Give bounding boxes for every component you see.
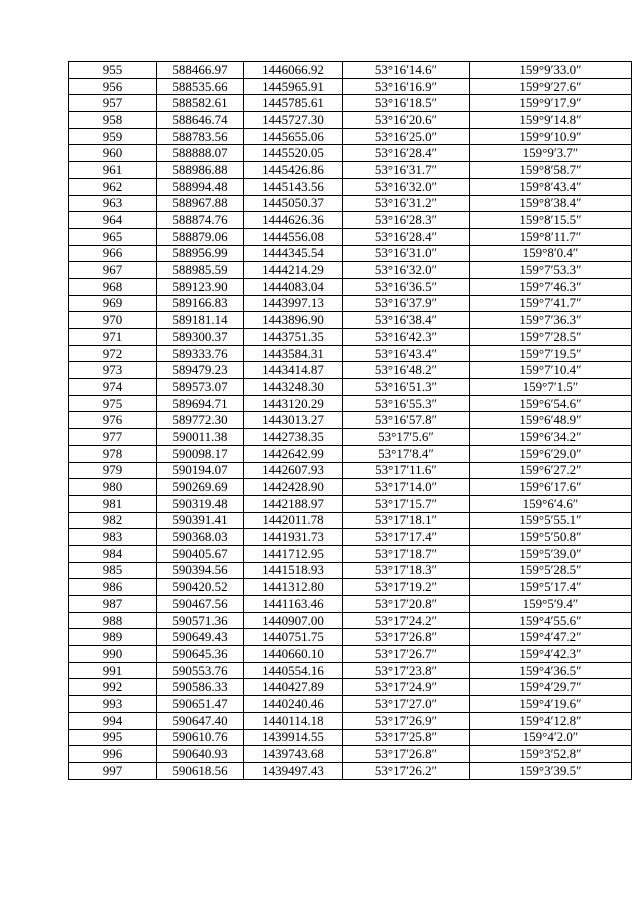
point-number-cell: 968	[69, 278, 157, 295]
table-row	[69, 412, 632, 429]
table-row	[69, 479, 632, 496]
northing-y-cell: 1445143.56	[244, 178, 343, 195]
point-number-cell: 981	[69, 495, 157, 512]
latitude-cell: 53°17′20.8″	[343, 596, 470, 613]
longitude-cell: 159°7′46.3″	[470, 278, 632, 295]
point-number-cell: 965	[69, 228, 157, 245]
point-number-cell: 988	[69, 612, 157, 629]
point-number-cell: 986	[69, 579, 157, 596]
easting-x-cell: 589166.83	[157, 295, 244, 312]
longitude-cell: 159°4′29.7″	[470, 679, 632, 696]
latitude-cell: 53°16′43.4″	[343, 345, 470, 362]
northing-y-cell: 1445965.91	[244, 78, 343, 95]
northing-y-cell: 1443751.35	[244, 329, 343, 346]
table-row	[69, 295, 632, 312]
longitude-cell: 159°9′17.9″	[470, 95, 632, 112]
northing-y-cell: 1440554.16	[244, 662, 343, 679]
northing-y-cell: 1441312.80	[244, 579, 343, 596]
northing-y-cell: 1441712.95	[244, 545, 343, 562]
northing-y-cell: 1442738.35	[244, 429, 343, 446]
latitude-cell: 53°16′31.7″	[343, 162, 470, 179]
point-number-cell: 996	[69, 746, 157, 763]
easting-x-cell: 589479.23	[157, 362, 244, 379]
latitude-cell: 53°16′28.4″	[343, 145, 470, 162]
longitude-cell: 159°5′39.0″	[470, 545, 632, 562]
point-number-cell: 960	[69, 145, 157, 162]
table-row	[69, 679, 632, 696]
easting-x-cell: 590651.47	[157, 696, 244, 713]
easting-x-cell: 589300.37	[157, 329, 244, 346]
longitude-cell: 159°9′33.0″	[470, 62, 632, 79]
northing-y-cell: 1445050.37	[244, 195, 343, 212]
easting-x-cell: 588783.56	[157, 128, 244, 145]
latitude-cell: 53°16′25.0″	[343, 128, 470, 145]
table-row	[69, 312, 632, 329]
northing-y-cell: 1441163.46	[244, 596, 343, 613]
point-number-cell: 964	[69, 212, 157, 229]
longitude-cell: 159°6′4.6″	[470, 495, 632, 512]
easting-x-cell: 588874.76	[157, 212, 244, 229]
table-row	[69, 178, 632, 195]
easting-x-cell: 590553.76	[157, 662, 244, 679]
table-row	[69, 228, 632, 245]
northing-y-cell: 1440240.46	[244, 696, 343, 713]
northing-y-cell: 1443997.13	[244, 295, 343, 312]
latitude-cell: 53°17′5.6″	[343, 429, 470, 446]
point-number-cell: 984	[69, 545, 157, 562]
table-row	[69, 78, 632, 95]
table-row	[69, 562, 632, 579]
coordinates-table	[68, 61, 632, 780]
point-number-cell: 978	[69, 445, 157, 462]
latitude-cell: 53°16′51.3″	[343, 379, 470, 396]
longitude-cell: 159°8′0.4″	[470, 245, 632, 262]
latitude-cell: 53°16′28.3″	[343, 212, 470, 229]
latitude-cell: 53°17′26.7″	[343, 646, 470, 663]
point-number-cell: 969	[69, 295, 157, 312]
point-number-cell: 956	[69, 78, 157, 95]
point-number-cell: 973	[69, 362, 157, 379]
table-row	[69, 762, 632, 779]
point-number-cell: 955	[69, 62, 157, 79]
table-row	[69, 429, 632, 446]
table-row	[69, 495, 632, 512]
latitude-cell: 53°17′26.8″	[343, 629, 470, 646]
northing-y-cell: 1443248.30	[244, 379, 343, 396]
longitude-cell: 159°6′17.6″	[470, 479, 632, 496]
easting-x-cell: 590586.33	[157, 679, 244, 696]
table-row	[69, 579, 632, 596]
latitude-cell: 53°16′42.3″	[343, 329, 470, 346]
point-number-cell: 979	[69, 462, 157, 479]
easting-x-cell: 589333.76	[157, 345, 244, 362]
latitude-cell: 53°17′11.6″	[343, 462, 470, 479]
easting-x-cell: 590391.41	[157, 512, 244, 529]
latitude-cell: 53°16′38.4″	[343, 312, 470, 329]
easting-x-cell: 590618.56	[157, 762, 244, 779]
latitude-cell: 53°17′19.2″	[343, 579, 470, 596]
northing-y-cell: 1443013.27	[244, 412, 343, 429]
northing-y-cell: 1442642.99	[244, 445, 343, 462]
easting-x-cell: 588535.66	[157, 78, 244, 95]
longitude-cell: 159°5′55.1″	[470, 512, 632, 529]
point-number-cell: 963	[69, 195, 157, 212]
easting-x-cell: 590368.03	[157, 529, 244, 546]
latitude-cell: 53°17′26.2″	[343, 762, 470, 779]
latitude-cell: 53°17′24.2″	[343, 612, 470, 629]
easting-x-cell: 590645.36	[157, 646, 244, 663]
longitude-cell: 159°6′48.9″	[470, 412, 632, 429]
table-row	[69, 662, 632, 679]
northing-y-cell: 1442607.93	[244, 462, 343, 479]
latitude-cell: 53°17′15.7″	[343, 495, 470, 512]
easting-x-cell: 590405.67	[157, 545, 244, 562]
easting-x-cell: 589694.71	[157, 395, 244, 412]
latitude-cell: 53°16′31.2″	[343, 195, 470, 212]
table-row	[69, 278, 632, 295]
easting-x-cell: 590640.93	[157, 746, 244, 763]
table-row	[69, 395, 632, 412]
easting-x-cell: 588466.97	[157, 62, 244, 79]
easting-x-cell: 588646.74	[157, 112, 244, 129]
longitude-cell: 159°7′19.5″	[470, 345, 632, 362]
easting-x-cell: 590571.36	[157, 612, 244, 629]
longitude-cell: 159°9′10.9″	[470, 128, 632, 145]
longitude-cell: 159°5′17.4″	[470, 579, 632, 596]
northing-y-cell: 1442428.90	[244, 479, 343, 496]
latitude-cell: 53°16′57.8″	[343, 412, 470, 429]
point-number-cell: 970	[69, 312, 157, 329]
northing-y-cell: 1443584.31	[244, 345, 343, 362]
easting-x-cell: 590467.56	[157, 596, 244, 613]
easting-x-cell: 590610.76	[157, 729, 244, 746]
longitude-cell: 159°8′43.4″	[470, 178, 632, 195]
latitude-cell: 53°16′18.5″	[343, 95, 470, 112]
latitude-cell: 53°16′55.3″	[343, 395, 470, 412]
longitude-cell: 159°8′38.4″	[470, 195, 632, 212]
northing-y-cell: 1445655.06	[244, 128, 343, 145]
longitude-cell: 159°9′3.7″	[470, 145, 632, 162]
longitude-cell: 159°8′58.7″	[470, 162, 632, 179]
point-number-cell: 990	[69, 646, 157, 663]
longitude-cell: 159°4′12.8″	[470, 712, 632, 729]
easting-x-cell: 590098.17	[157, 445, 244, 462]
latitude-cell: 53°17′27.0″	[343, 696, 470, 713]
point-number-cell: 972	[69, 345, 157, 362]
easting-x-cell: 588956.99	[157, 245, 244, 262]
table-row	[69, 162, 632, 179]
table-row	[69, 629, 632, 646]
northing-y-cell: 1441931.73	[244, 529, 343, 546]
northing-y-cell: 1446066.92	[244, 62, 343, 79]
latitude-cell: 53°17′26.8″	[343, 746, 470, 763]
latitude-cell: 53°17′24.9″	[343, 679, 470, 696]
latitude-cell: 53°17′25.8″	[343, 729, 470, 746]
point-number-cell: 958	[69, 112, 157, 129]
easting-x-cell: 590011.38	[157, 429, 244, 446]
northing-y-cell: 1440427.89	[244, 679, 343, 696]
table-row	[69, 245, 632, 262]
northing-y-cell: 1444345.54	[244, 245, 343, 262]
latitude-cell: 53°16′32.0″	[343, 262, 470, 279]
table-row	[69, 729, 632, 746]
table-row	[69, 696, 632, 713]
table-row	[69, 112, 632, 129]
table-row	[69, 195, 632, 212]
northing-y-cell: 1444556.08	[244, 228, 343, 245]
longitude-cell: 159°5′28.5″	[470, 562, 632, 579]
easting-x-cell: 590319.48	[157, 495, 244, 512]
longitude-cell: 159°4′42.3″	[470, 646, 632, 663]
longitude-cell: 159°6′34.2″	[470, 429, 632, 446]
northing-y-cell: 1440114.18	[244, 712, 343, 729]
longitude-cell: 159°4′47.2″	[470, 629, 632, 646]
easting-x-cell: 588985.59	[157, 262, 244, 279]
point-number-cell: 976	[69, 412, 157, 429]
latitude-cell: 53°17′8.4″	[343, 445, 470, 462]
longitude-cell: 159°3′52.8″	[470, 746, 632, 763]
easting-x-cell: 588986.88	[157, 162, 244, 179]
point-number-cell: 987	[69, 596, 157, 613]
table-row	[69, 362, 632, 379]
point-number-cell: 989	[69, 629, 157, 646]
table-row	[69, 145, 632, 162]
latitude-cell: 53°16′36.5″	[343, 278, 470, 295]
point-number-cell: 993	[69, 696, 157, 713]
point-number-cell: 991	[69, 662, 157, 679]
latitude-cell: 53°17′14.0″	[343, 479, 470, 496]
northing-y-cell: 1443120.29	[244, 395, 343, 412]
table-row	[69, 95, 632, 112]
latitude-cell: 53°16′32.0″	[343, 178, 470, 195]
point-number-cell: 997	[69, 762, 157, 779]
northing-y-cell: 1445785.61	[244, 95, 343, 112]
longitude-cell: 159°8′11.7″	[470, 228, 632, 245]
point-number-cell: 961	[69, 162, 157, 179]
latitude-cell: 53°16′14.6″	[343, 62, 470, 79]
northing-y-cell: 1445426.86	[244, 162, 343, 179]
table-row	[69, 62, 632, 79]
latitude-cell: 53°16′16.9″	[343, 78, 470, 95]
longitude-cell: 159°9′27.6″	[470, 78, 632, 95]
northing-y-cell: 1443896.90	[244, 312, 343, 329]
point-number-cell: 982	[69, 512, 157, 529]
longitude-cell: 159°4′55.6″	[470, 612, 632, 629]
latitude-cell: 53°16′48.2″	[343, 362, 470, 379]
longitude-cell: 159°6′29.0″	[470, 445, 632, 462]
table-row	[69, 512, 632, 529]
point-number-cell: 975	[69, 395, 157, 412]
longitude-cell: 159°4′19.6″	[470, 696, 632, 713]
northing-y-cell: 1442011.78	[244, 512, 343, 529]
easting-x-cell: 588879.06	[157, 228, 244, 245]
northing-y-cell: 1440660.10	[244, 646, 343, 663]
longitude-cell: 159°7′1.5″	[470, 379, 632, 396]
easting-x-cell: 588994.48	[157, 178, 244, 195]
table-row	[69, 445, 632, 462]
table-row	[69, 329, 632, 346]
latitude-cell: 53°17′17.4″	[343, 529, 470, 546]
latitude-cell: 53°17′23.8″	[343, 662, 470, 679]
point-number-cell: 974	[69, 379, 157, 396]
point-number-cell: 967	[69, 262, 157, 279]
northing-y-cell: 1444626.36	[244, 212, 343, 229]
longitude-cell: 159°6′54.6″	[470, 395, 632, 412]
easting-x-cell: 590194.07	[157, 462, 244, 479]
longitude-cell: 159°7′28.5″	[470, 329, 632, 346]
point-number-cell: 992	[69, 679, 157, 696]
table-row	[69, 128, 632, 145]
longitude-cell: 159°5′50.8″	[470, 529, 632, 546]
longitude-cell: 159°4′36.5″	[470, 662, 632, 679]
northing-y-cell: 1444214.29	[244, 262, 343, 279]
point-number-cell: 995	[69, 729, 157, 746]
point-number-cell: 985	[69, 562, 157, 579]
latitude-cell: 53°17′18.3″	[343, 562, 470, 579]
table-row	[69, 712, 632, 729]
easting-x-cell: 588582.61	[157, 95, 244, 112]
easting-x-cell: 590394.56	[157, 562, 244, 579]
point-number-cell: 980	[69, 479, 157, 496]
table-row	[69, 646, 632, 663]
table-row	[69, 529, 632, 546]
easting-x-cell: 589573.07	[157, 379, 244, 396]
table-row	[69, 612, 632, 629]
table-row	[69, 596, 632, 613]
easting-x-cell: 589181.14	[157, 312, 244, 329]
latitude-cell: 53°16′37.9″	[343, 295, 470, 312]
easting-x-cell: 590269.69	[157, 479, 244, 496]
point-number-cell: 971	[69, 329, 157, 346]
easting-x-cell: 588888.07	[157, 145, 244, 162]
northing-y-cell: 1441518.93	[244, 562, 343, 579]
longitude-cell: 159°3′39.5″	[470, 762, 632, 779]
coordinates-table-body	[69, 62, 632, 780]
latitude-cell: 53°17′18.1″	[343, 512, 470, 529]
northing-y-cell: 1440751.75	[244, 629, 343, 646]
northing-y-cell: 1442188.97	[244, 495, 343, 512]
northing-y-cell: 1439497.43	[244, 762, 343, 779]
table-row	[69, 545, 632, 562]
latitude-cell: 53°16′28.4″	[343, 228, 470, 245]
point-number-cell: 957	[69, 95, 157, 112]
latitude-cell: 53°16′20.6″	[343, 112, 470, 129]
northing-y-cell: 1439914.55	[244, 729, 343, 746]
table-row	[69, 746, 632, 763]
longitude-cell: 159°4′2.0″	[470, 729, 632, 746]
longitude-cell: 159°5′9.4″	[470, 596, 632, 613]
longitude-cell: 159°8′15.5″	[470, 212, 632, 229]
longitude-cell: 159°7′41.7″	[470, 295, 632, 312]
point-number-cell: 962	[69, 178, 157, 195]
easting-x-cell: 590649.43	[157, 629, 244, 646]
point-number-cell: 983	[69, 529, 157, 546]
longitude-cell: 159°7′36.3″	[470, 312, 632, 329]
longitude-cell: 159°7′53.3″	[470, 262, 632, 279]
northing-y-cell: 1444083.04	[244, 278, 343, 295]
latitude-cell: 53°16′31.0″	[343, 245, 470, 262]
table-row	[69, 345, 632, 362]
easting-x-cell: 590647.40	[157, 712, 244, 729]
table-row	[69, 462, 632, 479]
longitude-cell: 159°6′27.2″	[470, 462, 632, 479]
table-row	[69, 262, 632, 279]
northing-y-cell: 1445727.30	[244, 112, 343, 129]
northing-y-cell: 1443414.87	[244, 362, 343, 379]
latitude-cell: 53°17′18.7″	[343, 545, 470, 562]
point-number-cell: 994	[69, 712, 157, 729]
point-number-cell: 966	[69, 245, 157, 262]
easting-x-cell: 590420.52	[157, 579, 244, 596]
table-row	[69, 379, 632, 396]
easting-x-cell: 588967.88	[157, 195, 244, 212]
easting-x-cell: 589772.30	[157, 412, 244, 429]
northing-y-cell: 1440907.00	[244, 612, 343, 629]
longitude-cell: 159°9′14.8″	[470, 112, 632, 129]
table-row	[69, 212, 632, 229]
longitude-cell: 159°7′10.4″	[470, 362, 632, 379]
point-number-cell: 959	[69, 128, 157, 145]
point-number-cell: 977	[69, 429, 157, 446]
northing-y-cell: 1445520.05	[244, 145, 343, 162]
northing-y-cell: 1439743.68	[244, 746, 343, 763]
latitude-cell: 53°17′26.9″	[343, 712, 470, 729]
easting-x-cell: 589123.90	[157, 278, 244, 295]
